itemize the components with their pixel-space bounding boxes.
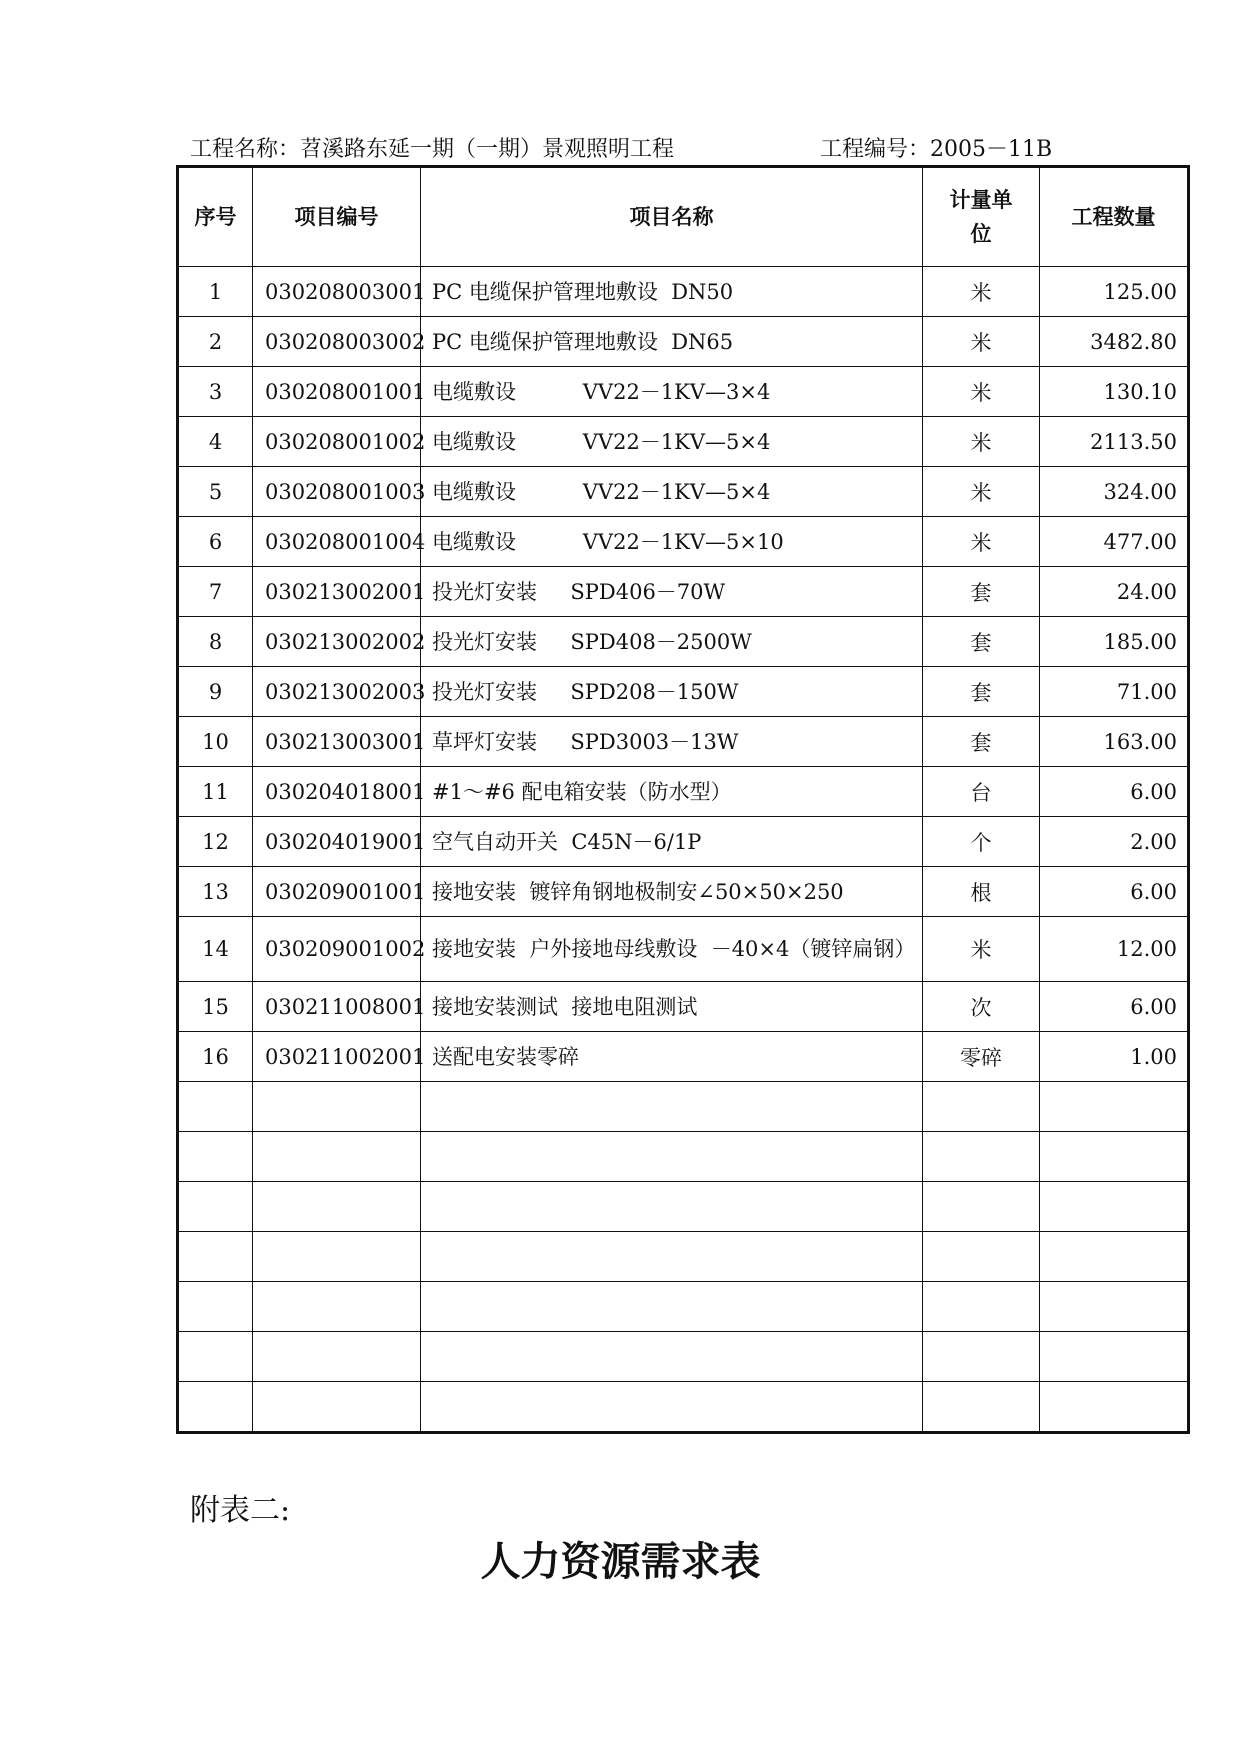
table-row xyxy=(178,617,1189,667)
empty-cell xyxy=(178,1382,253,1433)
empty-cell xyxy=(178,1232,253,1282)
empty-cell xyxy=(1040,1132,1189,1182)
cell-name: 电缆敷设 VV22－1KV—3×4 xyxy=(421,367,923,417)
cell-name: #1～#6 配电箱安装（防水型） xyxy=(421,767,923,817)
cell-name: 投光灯安装 SPD406－70W xyxy=(421,567,923,617)
empty-cell xyxy=(253,1332,421,1382)
cell-seq: 15 xyxy=(178,982,253,1032)
cell-name: 电缆敷设 VV22－1KV—5×10 xyxy=(421,517,923,567)
cell-qty: 125.00 xyxy=(1040,267,1189,317)
cell-name: PC 电缆保护管理地敷设 DN65 xyxy=(421,317,923,367)
column-header-seq: 序号 xyxy=(178,167,253,267)
empty-cell xyxy=(421,1232,923,1282)
empty-cell xyxy=(178,1182,253,1232)
cell-name: 投光灯安装 SPD208－150W xyxy=(421,667,923,717)
cell-unit: 套 xyxy=(923,617,1040,667)
section-title: 人力资源需求表 xyxy=(480,1539,761,1585)
column-header-name: 项目名称 xyxy=(421,167,923,267)
empty-cell xyxy=(1040,1182,1189,1232)
cell-qty: 324.00 xyxy=(1040,467,1189,517)
empty-cell xyxy=(253,1232,421,1282)
cell-unit: 零碎 xyxy=(923,1032,1040,1082)
cell-unit: 米 xyxy=(923,467,1040,517)
empty-cell xyxy=(178,1332,253,1382)
empty-cell xyxy=(178,1132,253,1182)
cell-name: 电缆敷设 VV22－1KV—5×4 xyxy=(421,467,923,517)
empty-cell xyxy=(253,1282,421,1332)
cell-qty: 24.00 xyxy=(1040,567,1189,617)
cell-qty: 3482.80 xyxy=(1040,317,1189,367)
empty-cell xyxy=(1040,1082,1189,1132)
cell-seq: 4 xyxy=(178,417,253,467)
cell-unit: 套 xyxy=(923,717,1040,767)
empty-cell xyxy=(178,1282,253,1332)
cell-seq: 16 xyxy=(178,1032,253,1082)
empty-cell xyxy=(923,1232,1040,1282)
cell-code: 030208001004 xyxy=(253,517,421,567)
cell-code: 030211008001 xyxy=(253,982,421,1032)
table-row xyxy=(178,1032,1189,1082)
cell-code: 030208003002 xyxy=(253,317,421,367)
empty-table-row xyxy=(178,1082,1189,1132)
cell-qty: 6.00 xyxy=(1040,982,1189,1032)
cell-code: 030208001003 xyxy=(253,467,421,517)
cell-code: 030213002002 xyxy=(253,617,421,667)
column-header-qty: 工程数量 xyxy=(1040,167,1189,267)
project-number: 工程编号：2005－11B xyxy=(820,137,1053,162)
empty-cell xyxy=(178,1082,253,1132)
cell-qty: 1.00 xyxy=(1040,1032,1189,1082)
cell-unit: 米 xyxy=(923,317,1040,367)
column-header-unit-line1: 计量单 xyxy=(949,188,1013,212)
cell-name: 草坪灯安装 SPD3003－13W xyxy=(421,717,923,767)
empty-cell xyxy=(1040,1282,1189,1332)
cell-code: 030209001001 xyxy=(253,867,421,917)
cell-seq: 9 xyxy=(178,667,253,717)
cell-code: 030211002001 xyxy=(253,1032,421,1082)
empty-table-row xyxy=(178,1282,1189,1332)
table-row xyxy=(178,267,1189,317)
cell-unit: 根 xyxy=(923,867,1040,917)
column-header-unit-line2: 位 xyxy=(970,222,992,246)
empty-table-row xyxy=(178,1382,1189,1433)
table-row xyxy=(178,867,1189,917)
column-header-unit xyxy=(923,167,1040,267)
empty-cell xyxy=(253,1382,421,1433)
cell-code: 030204019001 xyxy=(253,817,421,867)
cell-name: 接地安装测试 接地电阻测试 xyxy=(421,982,923,1032)
bill-of-quantities-table xyxy=(176,165,1190,1434)
empty-table-row xyxy=(178,1182,1189,1232)
table-row xyxy=(178,467,1189,517)
cell-name: 空气自动开关 C45N－6/1P xyxy=(421,817,923,867)
cell-code: 030208003001 xyxy=(253,267,421,317)
empty-cell xyxy=(1040,1382,1189,1433)
cell-seq: 1 xyxy=(178,267,253,317)
cell-code: 030213002003 xyxy=(253,667,421,717)
empty-cell xyxy=(1040,1232,1189,1282)
cell-code: 030208001002 xyxy=(253,417,421,467)
cell-seq: 14 xyxy=(178,917,253,982)
cell-seq: 2 xyxy=(178,317,253,367)
cell-unit: 米 xyxy=(923,367,1040,417)
empty-cell xyxy=(253,1082,421,1132)
cell-unit: 米 xyxy=(923,267,1040,317)
table-row xyxy=(178,417,1189,467)
table-row xyxy=(178,717,1189,767)
cell-seq: 5 xyxy=(178,467,253,517)
cell-name: 送配电安装零碎 xyxy=(421,1032,923,1082)
table-row xyxy=(178,667,1189,717)
cell-seq: 13 xyxy=(178,867,253,917)
cell-code: 030208001001 xyxy=(253,367,421,417)
empty-cell xyxy=(421,1332,923,1382)
empty-cell xyxy=(923,1132,1040,1182)
cell-qty: 71.00 xyxy=(1040,667,1189,717)
cell-seq: 6 xyxy=(178,517,253,567)
cell-name: 接地安装 户外接地母线敷设 －40×4（镀锌扁钢） xyxy=(421,917,923,982)
cell-name: PC 电缆保护管理地敷设 DN50 xyxy=(421,267,923,317)
column-header-code: 项目编号 xyxy=(253,167,421,267)
cell-name: 投光灯安装 SPD408－2500W xyxy=(421,617,923,667)
cell-unit: 台 xyxy=(923,767,1040,817)
cell-code: 030204018001 xyxy=(253,767,421,817)
cell-qty: 12.00 xyxy=(1040,917,1189,982)
cell-unit: 米 xyxy=(923,517,1040,567)
table-row xyxy=(178,982,1189,1032)
empty-cell xyxy=(253,1132,421,1182)
cell-name: 电缆敷设 VV22－1KV—5×4 xyxy=(421,417,923,467)
empty-cell xyxy=(253,1182,421,1232)
table-row xyxy=(178,767,1189,817)
cell-qty: 2.00 xyxy=(1040,817,1189,867)
appendix-label: 附表二: xyxy=(190,1493,291,1528)
cell-qty: 185.00 xyxy=(1040,617,1189,667)
cell-qty: 6.00 xyxy=(1040,767,1189,817)
project-header xyxy=(190,132,1090,163)
table-row xyxy=(178,917,1189,982)
project-name: 工程名称：苕溪路东延一期（一期）景观照明工程 xyxy=(190,137,675,162)
table-row xyxy=(178,517,1189,567)
table-row xyxy=(178,367,1189,417)
empty-cell xyxy=(923,1182,1040,1232)
table-row xyxy=(178,317,1189,367)
empty-cell xyxy=(923,1382,1040,1433)
cell-unit: 套 xyxy=(923,667,1040,717)
cell-qty: 477.00 xyxy=(1040,517,1189,567)
cell-qty: 130.10 xyxy=(1040,367,1189,417)
cell-qty: 2113.50 xyxy=(1040,417,1189,467)
cell-seq: 11 xyxy=(178,767,253,817)
empty-cell xyxy=(923,1332,1040,1382)
cell-seq: 8 xyxy=(178,617,253,667)
cell-code: 030213003001 xyxy=(253,717,421,767)
cell-seq: 3 xyxy=(178,367,253,417)
empty-table-row xyxy=(178,1232,1189,1282)
cell-name: 接地安装 镀锌角钢地极制安∠50×50×250 xyxy=(421,867,923,917)
cell-seq: 7 xyxy=(178,567,253,617)
cell-unit: 套 xyxy=(923,567,1040,617)
cell-seq: 10 xyxy=(178,717,253,767)
empty-cell xyxy=(421,1132,923,1182)
empty-cell xyxy=(923,1282,1040,1332)
cell-code: 030213002001 xyxy=(253,567,421,617)
cell-unit: 次 xyxy=(923,982,1040,1032)
cell-qty: 6.00 xyxy=(1040,867,1189,917)
table-row xyxy=(178,817,1189,867)
empty-cell xyxy=(923,1082,1040,1132)
table-row xyxy=(178,567,1189,617)
table-header-row xyxy=(178,167,1189,267)
empty-table-row xyxy=(178,1332,1189,1382)
empty-cell xyxy=(1040,1332,1189,1382)
empty-cell xyxy=(421,1182,923,1232)
empty-cell xyxy=(421,1282,923,1332)
cell-unit: 个 xyxy=(923,817,1040,867)
cell-qty: 163.00 xyxy=(1040,717,1189,767)
empty-table-row xyxy=(178,1132,1189,1182)
empty-cell xyxy=(421,1382,923,1433)
cell-seq: 12 xyxy=(178,817,253,867)
cell-code: 030209001002 xyxy=(253,917,421,982)
empty-cell xyxy=(421,1082,923,1132)
cell-unit: 米 xyxy=(923,917,1040,982)
cell-unit: 米 xyxy=(923,417,1040,467)
